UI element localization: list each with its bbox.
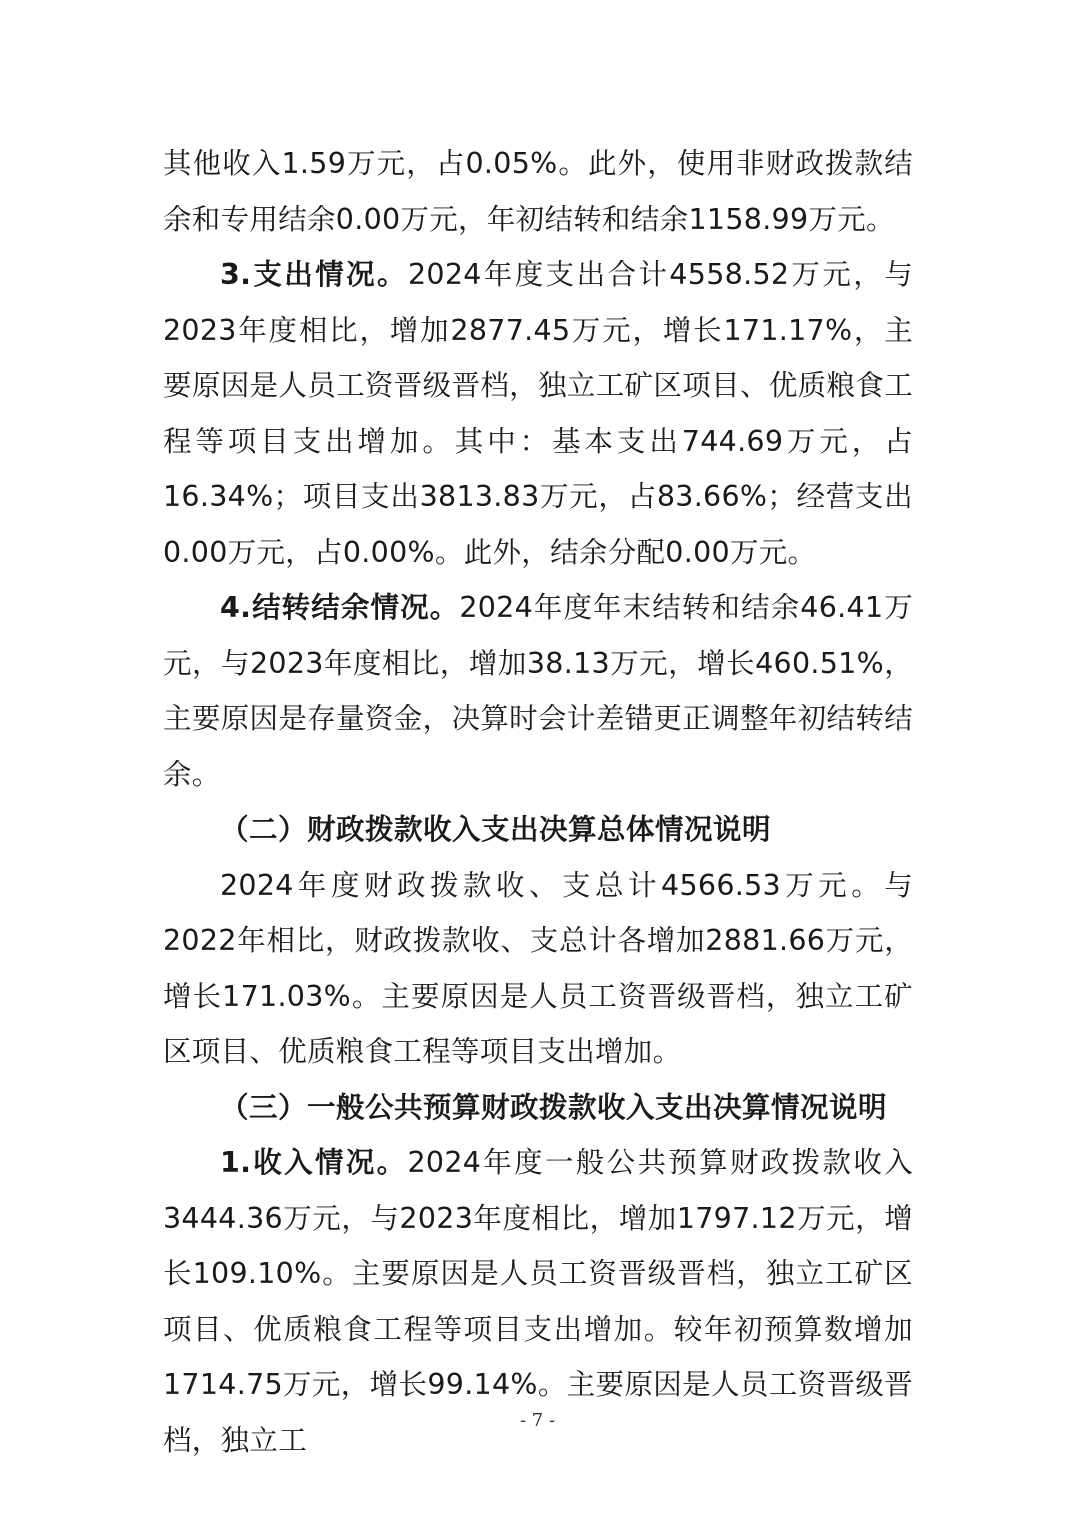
paragraph-expenditure [163,247,913,580]
page-number: - 7 - [519,1410,556,1431]
section-heading-2: （二）财政拨款收入支出决算总体情况说明 [220,813,772,846]
paragraph-other-income [163,136,913,247]
paragraph-text: 2024年度支出合计4558.52万元，与2023年度相比，增加2877.45万元，增长171.17%，主要原因是人员工资晋级晋档，独立工矿区项目、优质粮食工程等项目支出增加。其中：基本支出744.69万元，占16.34%；项目支出3813.83万元，占83.66%；经营支出0.00万元，占0.00%。此外，结余分配0.00万元。 [163,258,913,569]
paragraph-text: 2024年度财政拨款收、支总计4566.53万元。与2022年相比，财政拨款收、支总计各增加2881.66万元，增长171.03%。主要原因是人员工资晋级晋档，独立工矿区项目、优质粮食工程等项目支出增加。 [163,868,913,1068]
document-body [163,136,913,1468]
paragraph-lead: 4.结转结余情况。 [220,591,460,624]
paragraph-lead: 3.支出情况。 [220,258,408,291]
paragraph-fiscal-total [163,858,913,1080]
paragraph-text: 其他收入1.59万元，占0.05%。此外，使用非财政拨款结余和专用结余0.00万元，年初结转和结余1158.99万元。 [163,147,913,236]
paragraph-lead: 1.收入情况。 [220,1146,408,1179]
section-heading-3: （三）一般公共预算财政拨款收入支出决算情况说明 [220,1090,888,1124]
paragraph-text: 2024年度一般公共预算财政拨款收入3444.36万元，与2023年度相比，增加1797.12万元，增长109.10%。主要原因是人员工资晋级晋档，独立工矿区项目、优质粮食工程等项目支出增加。较年初预算数增加1714.75万元，增长99.14%。主要原因是人员工资晋级晋档，独立工 [163,1146,913,1457]
paragraph-text: 2024年度年末结转和结余46.41万元，与2023年度相比，增加38.13万元，增长460.51%，主要原因是存量资金，决算时会计差错更正调整年初结转结余。 [163,591,913,791]
paragraph-carryover [163,580,913,802]
